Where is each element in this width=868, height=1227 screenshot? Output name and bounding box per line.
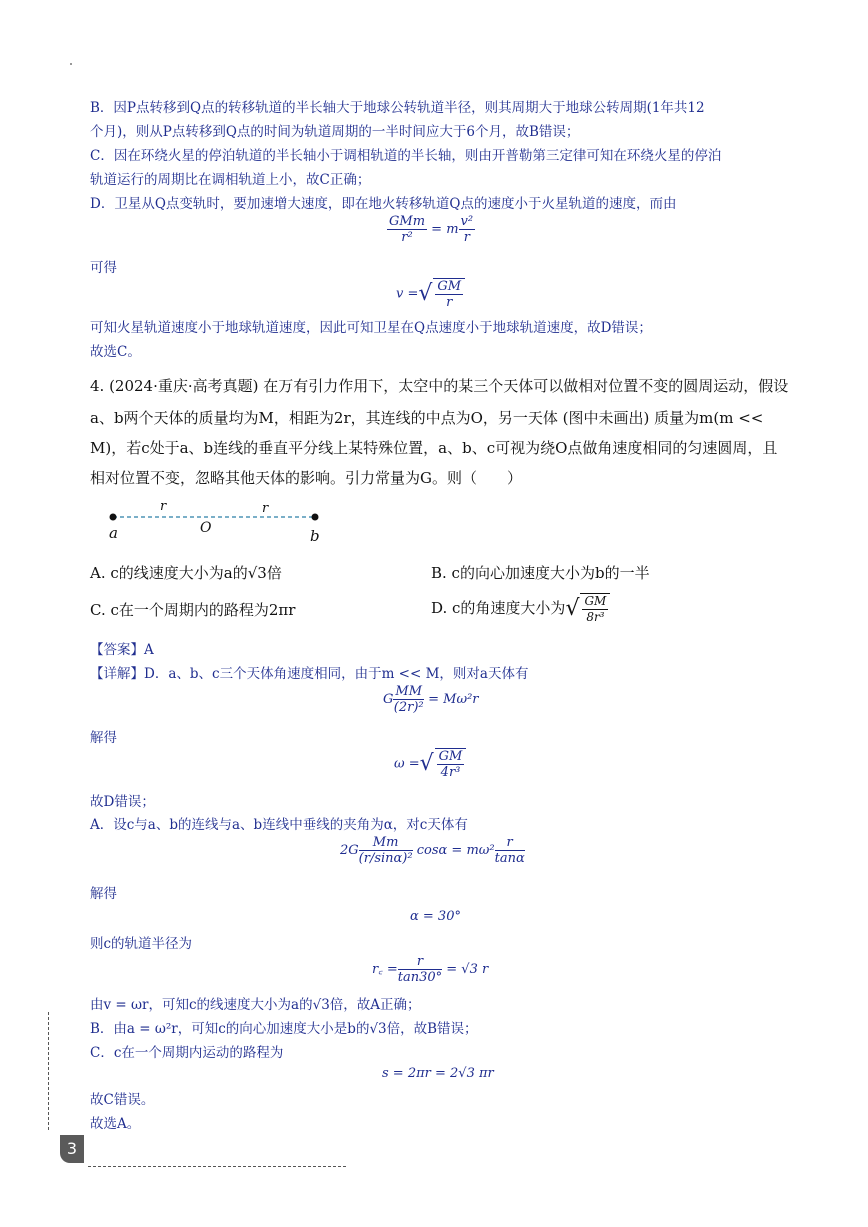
question-line2: a、b两个天体的质量均为M，相距为2r，其连线的中点为O，另一天体 (图中未画出) 质量为m(m << xyxy=(90,409,764,427)
solution-c-line2: 轨道运行的周期比在调相轨道上小，故C正确； xyxy=(90,172,371,188)
body-b-dot xyxy=(312,514,319,521)
solution-d-line2: 可知火星轨道速度小于地球轨道速度，因此可知卫星在Q点速度小于地球轨道速度，故D错误； xyxy=(90,320,652,336)
equation-force-c: 2G $\frac{Mm}{\text{(r/sinα)²}}$ cosα = mω² $\frac{r}{\tan\alpha}$ xyxy=(340,835,525,866)
solution-choose: 故选C。 xyxy=(90,344,141,360)
text-kede: 可得 xyxy=(90,260,117,276)
solution-c-line1: C．因在环绕火星的停泊轨道的半长轴小于调相轨道的半长轴，则由开普勒第三定律可知在环绕火星的停泊 xyxy=(90,148,722,164)
equation-force-a: G $\frac{MM}{\text{(2r)²}}$ = Mω²r xyxy=(383,684,479,715)
label-a: a xyxy=(109,524,118,542)
question-line3: M)，若c处于a、b连线的垂直平分线上某特殊位置，a、b、c可视为绕O点做角速度相同的匀速圆周，且 xyxy=(90,439,778,457)
page-number: 3 xyxy=(60,1135,84,1163)
text-d-wrong: 故D错误； xyxy=(90,794,155,810)
equation-velocity: v =√ $\frac{GM}{r}$ xyxy=(396,278,465,310)
text-jiede1: 解得 xyxy=(90,730,117,746)
label-r1: r xyxy=(160,499,167,514)
label-o: O xyxy=(200,520,212,536)
text-radius: 则c的轨道半径为 xyxy=(90,936,193,952)
question-line1: 4. (2024·重庆·高考真题) 在万有引力作用下，太空中的某三个天体可以做相对位置不变的圆周运动，假设 xyxy=(90,377,789,395)
text-b-wrong: B．由a = ω²r，可知c的向心加速度大小是b的√3倍，故B错误； xyxy=(90,1021,478,1037)
two-body-diagram xyxy=(100,495,340,550)
option-c[interactable]: C. c在一个周期内的路程为2πr xyxy=(90,601,296,619)
label-r2: r xyxy=(262,501,269,516)
solution-b-line1: B．因P点转移到Q点的转移轨道的半长轴大于地球公转轨道半径，则其周期大于地球公转周期(1年共12 xyxy=(90,100,705,116)
answer-a-line: A．设c与a、b的连线与a、b连线中垂线的夹角为α，对c天体有 xyxy=(90,817,468,833)
solution-d-line1: D．卫星从Q点变轨时，要加速增大速度，即在地火转移轨道Q点的速度小于火星轨道的速度，而由 xyxy=(90,196,677,212)
text-a-correct: 由v = ωr，可知c的线速度大小为a的√3倍，故A正确； xyxy=(90,997,421,1013)
footer-dashed-line xyxy=(88,1166,346,1167)
option-a[interactable]: A. c的线速度大小为a的√3倍 xyxy=(90,564,282,582)
option-d[interactable]: D. c的角速度大小为√ $\frac{GM}{\text{8r³}}$ xyxy=(431,593,610,625)
text-c-line: C．c在一个周期内运动的路程为 xyxy=(90,1045,284,1061)
answer-detail1: 【详解】D．a、b、c三个天体角速度相同，由于m << M，则对a天体有 xyxy=(90,666,529,682)
equation-omega: ω =√ $\frac{GM}{\text{4r³}}$ xyxy=(394,748,466,780)
text-c-wrong: 故C错误。 xyxy=(90,1092,155,1108)
equation-gravity-velocity: $\frac{\text{GMm}}{\text{r²}}$ = m $\frac{\text{v²}}{r}$ xyxy=(389,214,474,245)
question-line4: 相对位置不变，忽略其他天体的影响。引力常量为G。则（ ） xyxy=(90,469,522,487)
text-choose-a: 故选A。 xyxy=(90,1116,141,1132)
text-jiede2: 解得 xyxy=(90,886,117,902)
equation-path: s = 2πr = 2√3 πr xyxy=(382,1066,494,1081)
equation-rc: r꜀ = $\frac{r}{\tan 30^\circ}$ = √3 r xyxy=(372,954,489,985)
body-a-dot xyxy=(110,514,117,521)
scan-dot xyxy=(70,63,72,65)
label-b: b xyxy=(310,527,320,545)
answer-label: 【答案】A xyxy=(90,642,154,658)
solution-b-line2: 个月)，则从P点转移到Q点的时间为轨道周期的一半时间应大于6个月，故B错误； xyxy=(90,124,580,140)
option-b[interactable]: B. c的向心加速度大小为b的一半 xyxy=(431,564,650,582)
margin-dashed-vertical xyxy=(48,1012,49,1130)
equation-alpha: α = 30° xyxy=(410,909,461,924)
